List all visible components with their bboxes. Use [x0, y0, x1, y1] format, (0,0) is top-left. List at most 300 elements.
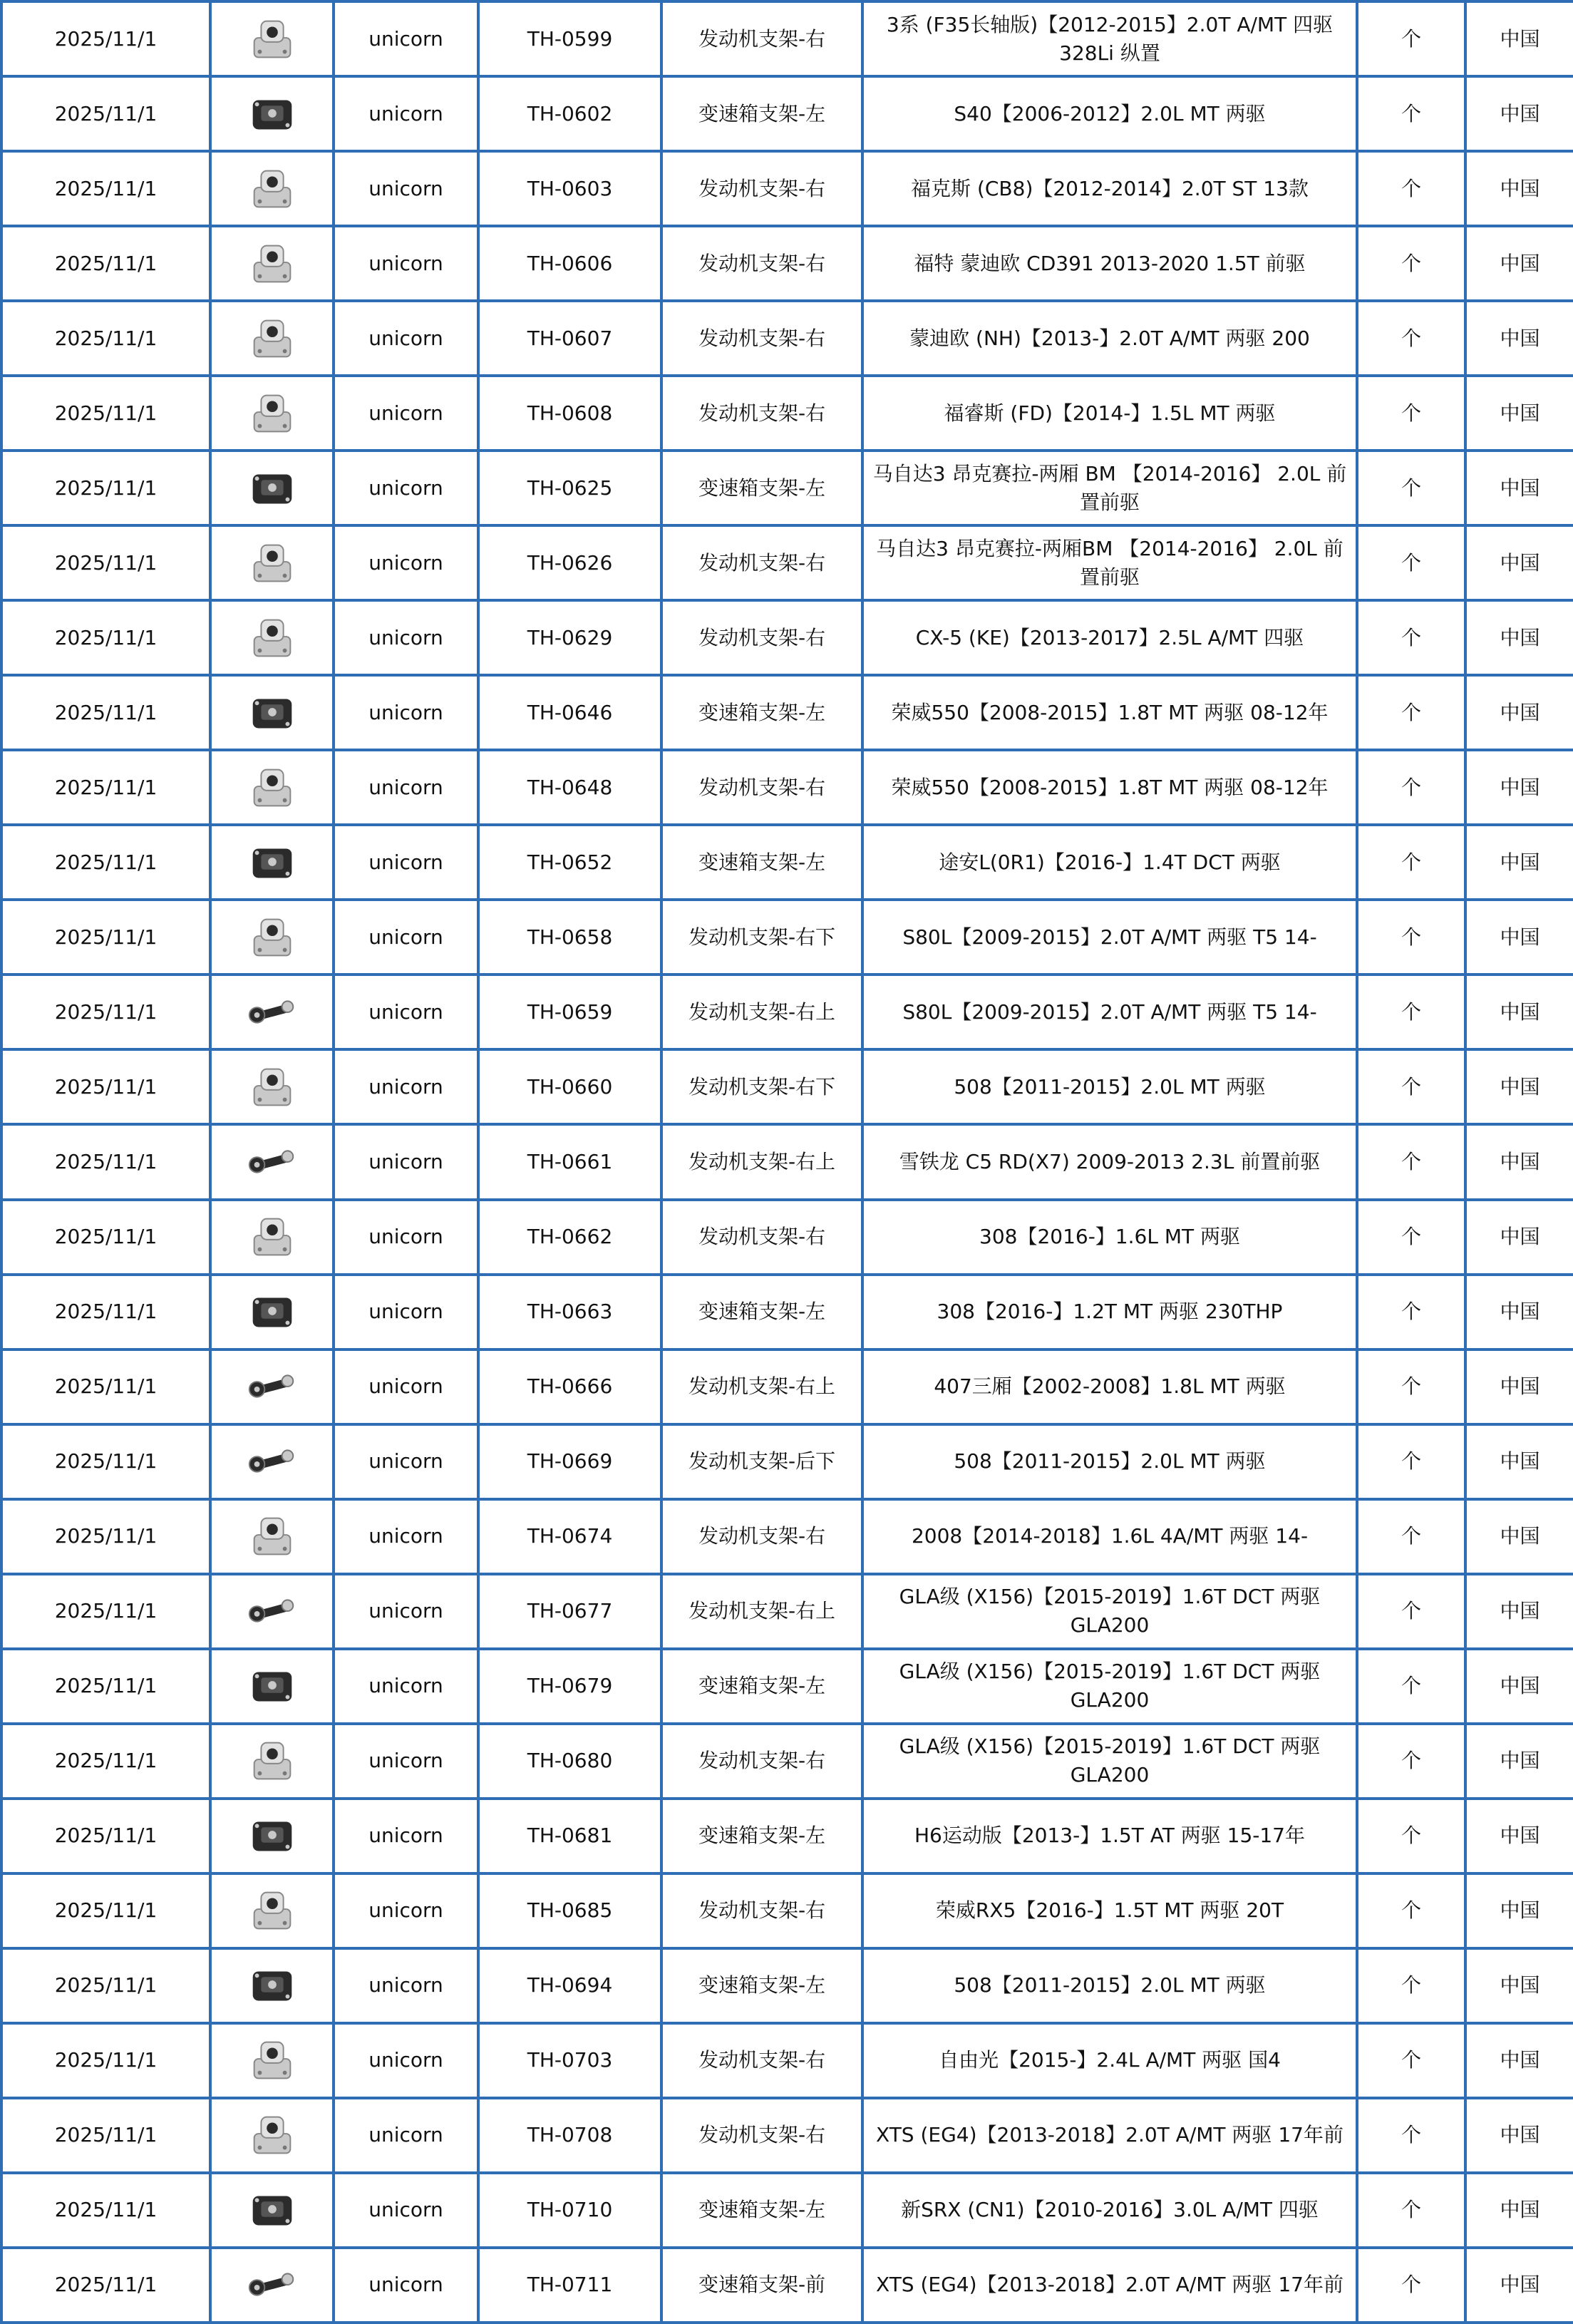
unit-text: 个	[1401, 2273, 1421, 2297]
date-cell	[1, 975, 210, 1049]
part-name-cell	[661, 1049, 862, 1124]
torque-rod-icon	[244, 1359, 300, 1414]
application-text: 福睿斯 (FD)【2014-】1.5L MT 两驱	[944, 401, 1276, 425]
brand-text: unicorn	[368, 775, 443, 799]
origin-text: 中国	[1500, 401, 1540, 425]
brand-cell	[334, 2023, 478, 2098]
date-text: 2025/11/1	[54, 1599, 158, 1623]
table-row	[1, 1724, 1573, 1799]
brand-text: unicorn	[368, 550, 443, 575]
origin-cell	[1465, 1049, 1573, 1124]
origin-text: 中国	[1500, 2048, 1540, 2072]
application-text: S40【2006-2012】2.0L MT 两驱	[954, 101, 1266, 125]
origin-text: 中国	[1500, 925, 1540, 949]
application-cell	[862, 1200, 1357, 1275]
date-cell	[1, 1275, 210, 1349]
application-cell	[862, 1799, 1357, 1873]
image-cell	[210, 1349, 334, 1424]
unit-cell	[1357, 376, 1465, 451]
transmission-mount-icon	[244, 461, 300, 516]
engine-mount-icon	[244, 236, 300, 292]
part-code-cell	[478, 900, 661, 975]
table-row	[1, 1574, 1573, 1649]
engine-mount-icon	[244, 2032, 300, 2088]
table-row	[1, 1499, 1573, 1574]
image-cell	[210, 1424, 334, 1499]
table-row	[1, 226, 1573, 301]
engine-mount-icon	[244, 161, 300, 217]
table-row	[1, 1200, 1573, 1275]
part-name-text: 发动机支架-后下	[688, 1449, 836, 1474]
origin-cell	[1465, 1, 1573, 76]
unit-cell	[1357, 1, 1465, 76]
date-cell	[1, 301, 210, 376]
part-name-cell	[661, 226, 862, 301]
unit-text: 个	[1401, 1599, 1421, 1623]
unit-text: 个	[1401, 775, 1421, 799]
origin-cell	[1465, 2248, 1573, 2323]
part-code-text: TH-0660	[527, 1074, 613, 1099]
date-text: 2025/11/1	[54, 1674, 158, 1698]
brand-text: unicorn	[368, 401, 443, 425]
application-cell	[862, 975, 1357, 1049]
part-name-text: 变速箱支架-左	[698, 1824, 826, 1848]
date-text: 2025/11/1	[54, 925, 158, 949]
origin-cell	[1465, 1873, 1573, 1948]
brand-text: unicorn	[368, 2048, 443, 2072]
part-name-text: 发动机支架-右上	[688, 999, 836, 1024]
part-name-text: 变速箱支架-左	[698, 1300, 826, 1324]
brand-cell	[334, 900, 478, 975]
application-text: H6运动版【2013-】1.5T AT 两驱 15-17年	[914, 1824, 1305, 1848]
engine-mount-icon	[244, 535, 300, 591]
engine-mount-icon	[244, 1733, 300, 1789]
part-name-text: 发动机支架-右上	[688, 1599, 836, 1623]
application-cell	[862, 1724, 1357, 1799]
origin-cell	[1465, 1124, 1573, 1199]
image-cell	[210, 1948, 334, 2023]
date-cell	[1, 1724, 210, 1799]
part-code-text: TH-0606	[527, 251, 613, 275]
image-cell	[210, 2173, 334, 2248]
brand-text: unicorn	[368, 1973, 443, 1997]
origin-text: 中国	[1500, 1149, 1540, 1173]
brand-cell	[334, 451, 478, 525]
date-cell	[1, 1799, 210, 1873]
date-cell	[1, 900, 210, 975]
application-cell	[862, 675, 1357, 750]
part-name-text: 发动机支架-右	[698, 2048, 826, 2072]
transmission-mount-icon	[244, 2182, 300, 2238]
unit-cell	[1357, 675, 1465, 750]
origin-text: 中国	[1500, 625, 1540, 649]
brand-cell	[334, 975, 478, 1049]
part-code-text: TH-0599	[527, 26, 613, 51]
date-text: 2025/11/1	[54, 326, 158, 350]
image-cell	[210, 1724, 334, 1799]
brand-text: unicorn	[368, 925, 443, 949]
date-cell	[1, 525, 210, 600]
origin-cell	[1465, 1799, 1573, 1873]
part-code-text: TH-0669	[527, 1449, 613, 1474]
origin-text: 中国	[1500, 2198, 1540, 2222]
part-name-cell	[661, 975, 862, 1049]
table-row	[1, 1124, 1573, 1199]
part-name-cell	[661, 1349, 862, 1424]
brand-text: unicorn	[368, 1225, 443, 1249]
unit-cell	[1357, 2173, 1465, 2248]
unit-cell	[1357, 151, 1465, 226]
brand-cell	[334, 1049, 478, 1124]
unit-text: 个	[1401, 2123, 1421, 2147]
unit-cell	[1357, 1200, 1465, 1275]
table-row	[1, 750, 1573, 825]
unit-cell	[1357, 2098, 1465, 2173]
date-cell	[1, 2098, 210, 2173]
origin-text: 中国	[1500, 2273, 1540, 2297]
origin-cell	[1465, 2023, 1573, 2098]
transmission-mount-icon	[244, 1284, 300, 1340]
part-code-cell	[478, 1724, 661, 1799]
brand-text: unicorn	[368, 2273, 443, 2297]
part-code-cell	[478, 226, 661, 301]
brand-text: unicorn	[368, 2123, 443, 2147]
unit-text: 个	[1401, 550, 1421, 575]
part-code-cell	[478, 1873, 661, 1948]
brand-cell	[334, 525, 478, 600]
application-text: S80L【2009-2015】2.0T A/MT 两驱 T5 14-	[902, 999, 1317, 1024]
part-code-text: TH-0661	[527, 1149, 613, 1173]
transmission-mount-icon	[244, 1958, 300, 2013]
parts-table-body	[1, 1, 1573, 2323]
part-name-text: 变速箱支架-左	[698, 101, 826, 125]
application-text: 407三厢【2002-2008】1.8L MT 两驱	[934, 1374, 1286, 1399]
unit-text: 个	[1401, 1300, 1421, 1324]
unit-text: 个	[1401, 1149, 1421, 1173]
application-cell	[862, 1574, 1357, 1649]
part-name-cell	[661, 825, 862, 900]
application-cell	[862, 301, 1357, 376]
unit-text: 个	[1401, 1449, 1421, 1474]
torque-rod-icon	[244, 1134, 300, 1190]
part-name-text: 变速箱支架-左	[698, 850, 826, 874]
brand-cell	[334, 1873, 478, 1948]
date-cell	[1, 1499, 210, 1574]
engine-mount-icon	[244, 610, 300, 666]
application-text: CX-5 (KE)【2013-2017】2.5L A/MT 四驱	[915, 625, 1304, 649]
part-code-cell	[478, 2173, 661, 2248]
unit-text: 个	[1401, 1973, 1421, 1997]
brand-text: unicorn	[368, 1449, 443, 1474]
application-cell	[862, 750, 1357, 825]
part-code-text: TH-0658	[527, 925, 613, 949]
table-row	[1, 376, 1573, 451]
part-code-text: TH-0694	[527, 1973, 613, 1997]
application-text: 蒙迪欧 (NH)【2013-】2.0T A/MT 两驱 200	[909, 326, 1310, 350]
origin-cell	[1465, 2098, 1573, 2173]
table-row	[1, 525, 1573, 600]
part-code-cell	[478, 301, 661, 376]
origin-cell	[1465, 1200, 1573, 1275]
image-cell	[210, 900, 334, 975]
table-row	[1, 301, 1573, 376]
table-row	[1, 1649, 1573, 1724]
part-code-text: TH-0603	[527, 176, 613, 200]
part-code-text: TH-0646	[527, 700, 613, 724]
date-text: 2025/11/1	[54, 2123, 158, 2147]
table-row	[1, 1948, 1573, 2023]
table-row	[1, 1799, 1573, 1873]
part-name-text: 发动机支架-右	[698, 326, 826, 350]
image-cell	[210, 750, 334, 825]
brand-cell	[334, 1275, 478, 1349]
origin-cell	[1465, 825, 1573, 900]
part-name-cell	[661, 2023, 862, 2098]
date-text: 2025/11/1	[54, 550, 158, 575]
part-code-text: TH-0625	[527, 475, 613, 500]
application-cell	[862, 1124, 1357, 1199]
unit-text: 个	[1401, 1674, 1421, 1698]
part-code-text: TH-0629	[527, 625, 613, 649]
image-cell	[210, 1499, 334, 1574]
part-code-cell	[478, 376, 661, 451]
origin-text: 中国	[1500, 251, 1540, 275]
application-text: 福克斯 (CB8)【2012-2014】2.0T ST 13款	[911, 176, 1309, 200]
table-row	[1, 451, 1573, 525]
brand-text: unicorn	[368, 625, 443, 649]
origin-cell	[1465, 1649, 1573, 1724]
brand-cell	[334, 1649, 478, 1724]
date-text: 2025/11/1	[54, 1973, 158, 1997]
date-cell	[1, 1873, 210, 1948]
unit-cell	[1357, 76, 1465, 151]
part-code-cell	[478, 1200, 661, 1275]
unit-text: 个	[1401, 2048, 1421, 2072]
unit-cell	[1357, 1275, 1465, 1349]
part-code-cell	[478, 1574, 661, 1649]
unit-cell	[1357, 525, 1465, 600]
unit-text: 个	[1401, 26, 1421, 51]
date-cell	[1, 1649, 210, 1724]
unit-cell	[1357, 301, 1465, 376]
origin-cell	[1465, 1724, 1573, 1799]
unit-text: 个	[1401, 1898, 1421, 1923]
part-name-text: 变速箱支架-前	[698, 2273, 826, 2297]
origin-text: 中国	[1500, 1674, 1540, 1698]
application-cell	[862, 1649, 1357, 1724]
unit-text: 个	[1401, 101, 1421, 125]
brand-cell	[334, 825, 478, 900]
date-cell	[1, 151, 210, 226]
engine-mount-icon	[244, 760, 300, 816]
application-text: 3系 (F35长轴版)【2012-2015】2.0T A/MT 四驱 328Li 纵置	[886, 12, 1334, 65]
origin-cell	[1465, 2173, 1573, 2248]
brand-cell	[334, 376, 478, 451]
application-cell	[862, 451, 1357, 525]
image-cell	[210, 825, 334, 900]
part-name-cell	[661, 1574, 862, 1649]
image-cell	[210, 376, 334, 451]
image-cell	[210, 1, 334, 76]
image-cell	[210, 1574, 334, 1649]
unit-cell	[1357, 900, 1465, 975]
part-name-cell	[661, 2098, 862, 2173]
part-name-cell	[661, 301, 862, 376]
table-row	[1, 900, 1573, 975]
date-cell	[1, 675, 210, 750]
unit-text: 个	[1401, 1074, 1421, 1099]
table-row	[1, 1873, 1573, 1948]
application-text: GLA级 (X156)【2015-2019】1.6T DCT 两驱 GLA200	[899, 1734, 1321, 1787]
unit-text: 个	[1401, 850, 1421, 874]
application-cell	[862, 1049, 1357, 1124]
origin-cell	[1465, 1424, 1573, 1499]
part-name-text: 发动机支架-右	[698, 176, 826, 200]
date-cell	[1, 2173, 210, 2248]
date-cell	[1, 1424, 210, 1499]
part-code-text: TH-0607	[527, 326, 613, 350]
engine-mount-icon	[244, 311, 300, 366]
table-row	[1, 675, 1573, 750]
application-text: 308【2016-】1.2T MT 两驱 230THP	[937, 1300, 1283, 1324]
part-name-cell	[661, 600, 862, 675]
part-name-cell	[661, 1724, 862, 1799]
part-name-cell	[661, 1873, 862, 1948]
brand-text: unicorn	[368, 101, 443, 125]
unit-text: 个	[1401, 1824, 1421, 1848]
part-name-cell	[661, 750, 862, 825]
origin-cell	[1465, 1275, 1573, 1349]
brand-text: unicorn	[368, 475, 443, 500]
brand-cell	[334, 2098, 478, 2173]
unit-cell	[1357, 451, 1465, 525]
engine-mount-icon	[244, 1059, 300, 1115]
part-name-cell	[661, 1799, 862, 1873]
part-code-text: TH-0685	[527, 1898, 613, 1923]
date-text: 2025/11/1	[54, 2198, 158, 2222]
application-cell	[862, 900, 1357, 975]
image-cell	[210, 451, 334, 525]
application-cell	[862, 1948, 1357, 2023]
application-cell	[862, 600, 1357, 675]
origin-cell	[1465, 600, 1573, 675]
image-cell	[210, 1799, 334, 1873]
engine-mount-icon	[244, 1883, 300, 1938]
part-code-text: TH-0703	[527, 2048, 613, 2072]
part-code-text: TH-0626	[527, 550, 613, 575]
date-text: 2025/11/1	[54, 2048, 158, 2072]
date-text: 2025/11/1	[54, 775, 158, 799]
engine-mount-icon	[244, 11, 300, 67]
brand-text: unicorn	[368, 1300, 443, 1324]
origin-text: 中国	[1500, 2123, 1540, 2147]
transmission-mount-icon	[244, 86, 300, 142]
table-row	[1, 1424, 1573, 1499]
part-name-cell	[661, 2248, 862, 2323]
date-cell	[1, 1574, 210, 1649]
table-row	[1, 600, 1573, 675]
date-text: 2025/11/1	[54, 1524, 158, 1548]
part-code-cell	[478, 1499, 661, 1574]
application-cell	[862, 1275, 1357, 1349]
unit-text: 个	[1401, 326, 1421, 350]
part-name-text: 发动机支架-右	[698, 1225, 826, 1249]
image-cell	[210, 1124, 334, 1199]
part-code-cell	[478, 1, 661, 76]
application-text: 508【2011-2015】2.0L MT 两驱	[954, 1449, 1266, 1474]
engine-mount-icon	[244, 910, 300, 965]
brand-cell	[334, 1574, 478, 1649]
origin-cell	[1465, 226, 1573, 301]
date-text: 2025/11/1	[54, 850, 158, 874]
brand-text: unicorn	[368, 2198, 443, 2222]
application-text: GLA级 (X156)【2015-2019】1.6T DCT 两驱 GLA200	[899, 1585, 1321, 1637]
part-name-text: 变速箱支架-左	[698, 1973, 826, 1997]
image-cell	[210, 301, 334, 376]
table-row	[1, 2248, 1573, 2323]
part-name-text: 发动机支架-右上	[688, 1374, 836, 1399]
part-code-text: TH-0663	[527, 1300, 613, 1324]
application-cell	[862, 825, 1357, 900]
part-code-cell	[478, 451, 661, 525]
brand-cell	[334, 1499, 478, 1574]
date-cell	[1, 1948, 210, 2023]
part-code-cell	[478, 975, 661, 1049]
date-text: 2025/11/1	[54, 251, 158, 275]
brand-cell	[334, 750, 478, 825]
image-cell	[210, 525, 334, 600]
origin-cell	[1465, 151, 1573, 226]
origin-cell	[1465, 451, 1573, 525]
unit-text: 个	[1401, 1524, 1421, 1548]
part-name-cell	[661, 1948, 862, 2023]
part-name-text: 发动机支架-右	[698, 1749, 826, 1773]
transmission-mount-icon	[244, 835, 300, 890]
unit-text: 个	[1401, 999, 1421, 1024]
date-cell	[1, 1124, 210, 1199]
application-text: S80L【2009-2015】2.0T A/MT 两驱 T5 14-	[902, 925, 1317, 949]
date-cell	[1, 825, 210, 900]
part-name-cell	[661, 675, 862, 750]
application-cell	[862, 1349, 1357, 1424]
unit-cell	[1357, 750, 1465, 825]
unit-text: 个	[1401, 2198, 1421, 2222]
engine-mount-icon	[244, 1508, 300, 1564]
unit-cell	[1357, 1124, 1465, 1199]
date-text: 2025/11/1	[54, 700, 158, 724]
application-cell	[862, 2098, 1357, 2173]
unit-text: 个	[1401, 1374, 1421, 1399]
origin-text: 中国	[1500, 1749, 1540, 1773]
application-text: 途安L(0R1)【2016-】1.4T DCT 两驱	[939, 850, 1281, 874]
brand-text: unicorn	[368, 1674, 443, 1698]
date-cell	[1, 1200, 210, 1275]
application-text: GLA级 (X156)【2015-2019】1.6T DCT 两驱 GLA200	[899, 1660, 1321, 1712]
application-cell	[862, 1873, 1357, 1948]
application-text: XTS (EG4)【2013-2018】2.0T A/MT 两驱 17年前	[876, 2273, 1344, 2297]
origin-text: 中国	[1500, 1973, 1540, 1997]
torque-rod-icon	[244, 1434, 300, 1489]
part-code-text: TH-0710	[527, 2198, 613, 2222]
brand-cell	[334, 2248, 478, 2323]
part-code-cell	[478, 151, 661, 226]
date-text: 2025/11/1	[54, 1225, 158, 1249]
part-name-text: 发动机支架-右下	[688, 925, 836, 949]
part-code-cell	[478, 1424, 661, 1499]
part-name-text: 变速箱支架-左	[698, 700, 826, 724]
part-name-text: 发动机支架-右	[698, 775, 826, 799]
application-text: 508【2011-2015】2.0L MT 两驱	[954, 1074, 1266, 1099]
